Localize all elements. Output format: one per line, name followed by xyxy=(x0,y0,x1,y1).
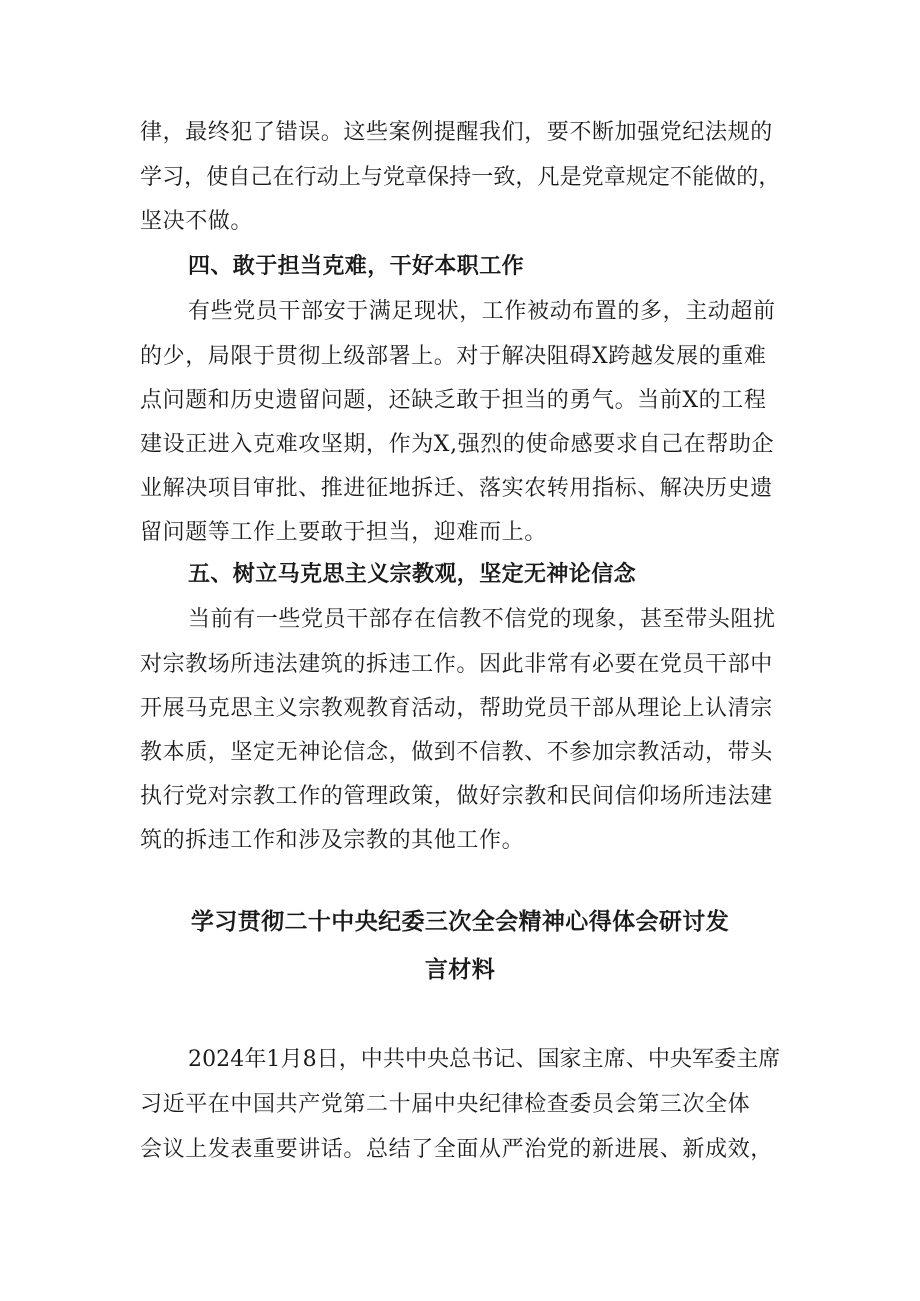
paragraph-line: 学习，使自己在行动上与党章保持一致，凡是党章规定不能做的， xyxy=(140,165,781,190)
paragraph-line: 建设正进入克难攻坚期，作为X,强烈的使命感要求自己在帮助企 xyxy=(140,432,775,457)
paragraph-line: 留问题等工作上要敢于担当，迎难而上。 xyxy=(140,520,547,545)
section-heading-5: 五、树立马克思主义宗教观，坚定无神论信念 xyxy=(188,562,637,587)
paragraph-line: 有些党员干部安于满足现状，工作被动布置的多，主动超前 xyxy=(188,299,776,324)
paragraph-line: 筑的拆违工作和涉及宗教的其他工作。 xyxy=(140,828,525,853)
paragraph-line: 业解决项目审批、推进征地拆迁、落实农转用指标、解决历史遗 xyxy=(140,476,773,501)
article-title-line: 言材料 xyxy=(424,957,496,983)
paragraph-line: 会议上发表重要讲话。总结了全面从严治党的新进展、新成效， xyxy=(140,1137,773,1162)
paragraph-line: 律，最终犯了错误。这些案例提醒我们，要不断加强党纪法规的 xyxy=(140,120,773,145)
paragraph-line: 执行党对宗教工作的管理政策，做好宗教和民间信仰场所违法建 xyxy=(140,784,773,809)
paragraph-line: 点问题和历史遗留问题，还缺乏敢于担当的勇气。当前X的工程 xyxy=(140,388,767,413)
paragraph-line: 开展马克思主义宗教观教育活动，帮助党员干部从理论上认清宗 xyxy=(140,696,773,721)
section-heading-4: 四、敢于担当克难，干好本职工作 xyxy=(188,254,525,279)
paragraph-line: 当前有一些党员干部存在信教不信党的现象，甚至带头阻扰 xyxy=(188,607,776,632)
paragraph-line: 习近平在中国共产党第二十届中央纪律检查委员会第三次全体 xyxy=(140,1092,751,1117)
paragraph-line: 2024年1月8日，中共中央总书记、国家主席、中央军委主席 xyxy=(188,1047,781,1072)
paragraph-line: 教本质，坚定无神论信念，做到不信教、不参加宗教活动，带头 xyxy=(140,740,773,765)
paragraph-line: 的少，局限于贯彻上级部署上。对于解决阻碍X跨越发展的重难 xyxy=(140,344,767,369)
paragraph-line: 对宗教场所违法建筑的拆违工作。因此非常有必要在党员干部中 xyxy=(140,652,773,677)
paragraph-line: 坚决不做。 xyxy=(140,209,254,234)
article-title-line: 学习贯彻二十中央纪委三次全会精神心得体会研讨发 xyxy=(190,909,730,935)
